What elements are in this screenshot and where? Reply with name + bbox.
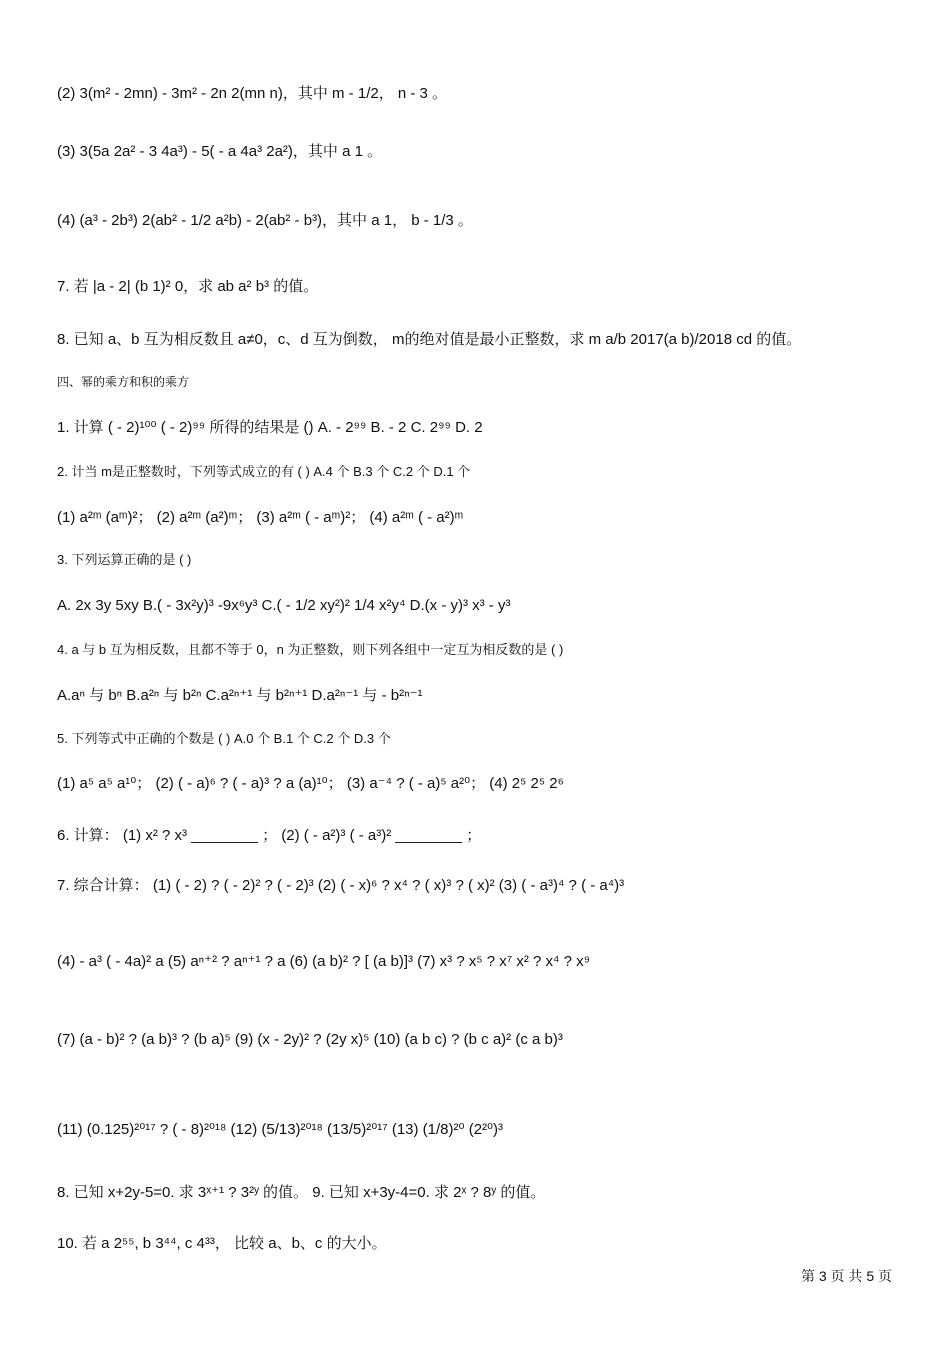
- text-line-l19: (7) (a - b)² ? (a b)³ ? (b a)⁵ (9) (x - 2y)² ? (2y x)⁵ (10) (a b c) ? (b c a)² (c a b)³: [57, 1031, 563, 1048]
- text-line-l01: (2) 3(m² - 2mn) - 3m² - 2n 2(mn n)，其中 m - 1/2， n - 3 。: [57, 85, 448, 102]
- text-line-l15: (1) a⁵ a⁵ a¹⁰； (2) ( - a)⁶ ? ( - a)³ ? a (a)¹⁰； (3) a⁻⁴ ? ( - a)⁵ a²⁰； (4) 2⁵ 2⁵ 2⁶: [57, 775, 564, 792]
- text-line-l08: 2. 计当 m是正整数时，下列等式成立的有 ( ) A.4 个 B.3 个 C.2 个 D.1 个: [57, 464, 471, 479]
- text-line-l03: (4) (a³ - 2b³) 2(ab² - 1/2 a²b) - 2(ab² - b³)，其中 a 1， b - 1/3 。: [57, 212, 473, 229]
- text-line-l05: 8. 已知 a、b 互为相反数且 a≠0，c、d 互为倒数， m的绝对值是最小正整数，求 m a/b 2017(a b)/2018 cd 的值。: [57, 331, 802, 348]
- text-line-l02: (3) 3(5a 2a² - 3 4a³) - 5( - a 4a³ 2a²)，其中 a 1 。: [57, 143, 383, 160]
- text-line-l16: 6. 计算： (1) x² ? x³ ________ ； (2) ( - a²)³ ( - a³)² ________ ；: [57, 827, 482, 844]
- text-line-l10: 3. 下列运算正确的是 ( ): [57, 552, 192, 567]
- text-line-l06: 四、幂的乘方和积的乘方: [57, 375, 190, 389]
- text-line-l04: 7. 若 |a - 2| (b 1)² 0，求 ab a² b³ 的值。: [57, 278, 319, 295]
- page-footer: 第 3 页 共 5 页: [800, 1268, 892, 1284]
- text-line-l18: (4) - a³ ( - 4a)² a (5) aⁿ⁺² ? aⁿ⁺¹ ? a (6) (a b)² ? [ (a b)]³ (7) x³ ? x⁵ ? x⁷ x² ? x⁴ ? x⁹: [57, 953, 591, 970]
- text-line-l17: 7. 综合计算： (1) ( - 2) ? ( - 2)² ? ( - 2)³ (2) ( - x)⁶ ? x⁴ ? ( x)³ ? ( x)² (3) ( - a³)⁴ ? ( - a⁴)³: [57, 877, 625, 894]
- text-line-l13: A.aⁿ 与 bⁿ B.a²ⁿ 与 b²ⁿ C.a²ⁿ⁺¹ 与 b²ⁿ⁺¹ D.a²ⁿ⁻¹ 与 - b²ⁿ⁻¹: [57, 687, 423, 704]
- text-line-l21: 8. 已知 x+2y-5=0. 求 3ˣ⁺¹ ? 3²ʸ 的值。 9. 已知 x+3y-4=0. 求 2ˣ ? 8ʸ 的值。: [57, 1184, 546, 1201]
- text-line-l09: (1) a²ᵐ (aᵐ)²； (2) a²ᵐ (a²)ᵐ； (3) a²ᵐ ( - aᵐ)²； (4) a²ᵐ ( - a²)ᵐ: [57, 509, 464, 526]
- text-line-l20: (11) (0.125)²⁰¹⁷ ? ( - 8)²⁰¹⁸ (12) (5/13)²⁰¹⁸ (13/5)²⁰¹⁷ (13) (1/8)²⁰ (2²⁰)³: [57, 1121, 504, 1138]
- text-line-l07: 1. 计算 ( - 2)¹⁰⁰ ( - 2)⁹⁹ 所得的结果是 () A. - 2⁹⁹ B. - 2 C. 2⁹⁹ D. 2: [57, 419, 483, 436]
- text-line-l14: 5. 下列等式中正确的个数是 ( ) A.0 个 B.1 个 C.2 个 D.3 个: [57, 731, 391, 746]
- text-line-l11: A. 2x 3y 5xy B.( - 3x²y)³ -9x⁶y³ C.( - 1/2 xy²)² 1/4 x²y⁴ D.(x - y)³ x³ - y³: [57, 597, 511, 614]
- text-line-l12: 4. a 与 b 互为相反数，且都不等于 0，n 为正整数，则下列各组中一定互为相反数的是 ( ): [57, 642, 564, 657]
- text-line-l22: 10. 若 a 2⁵⁵, b 3⁴⁴, c 4³³， 比较 a、b、c 的大小。: [57, 1235, 387, 1252]
